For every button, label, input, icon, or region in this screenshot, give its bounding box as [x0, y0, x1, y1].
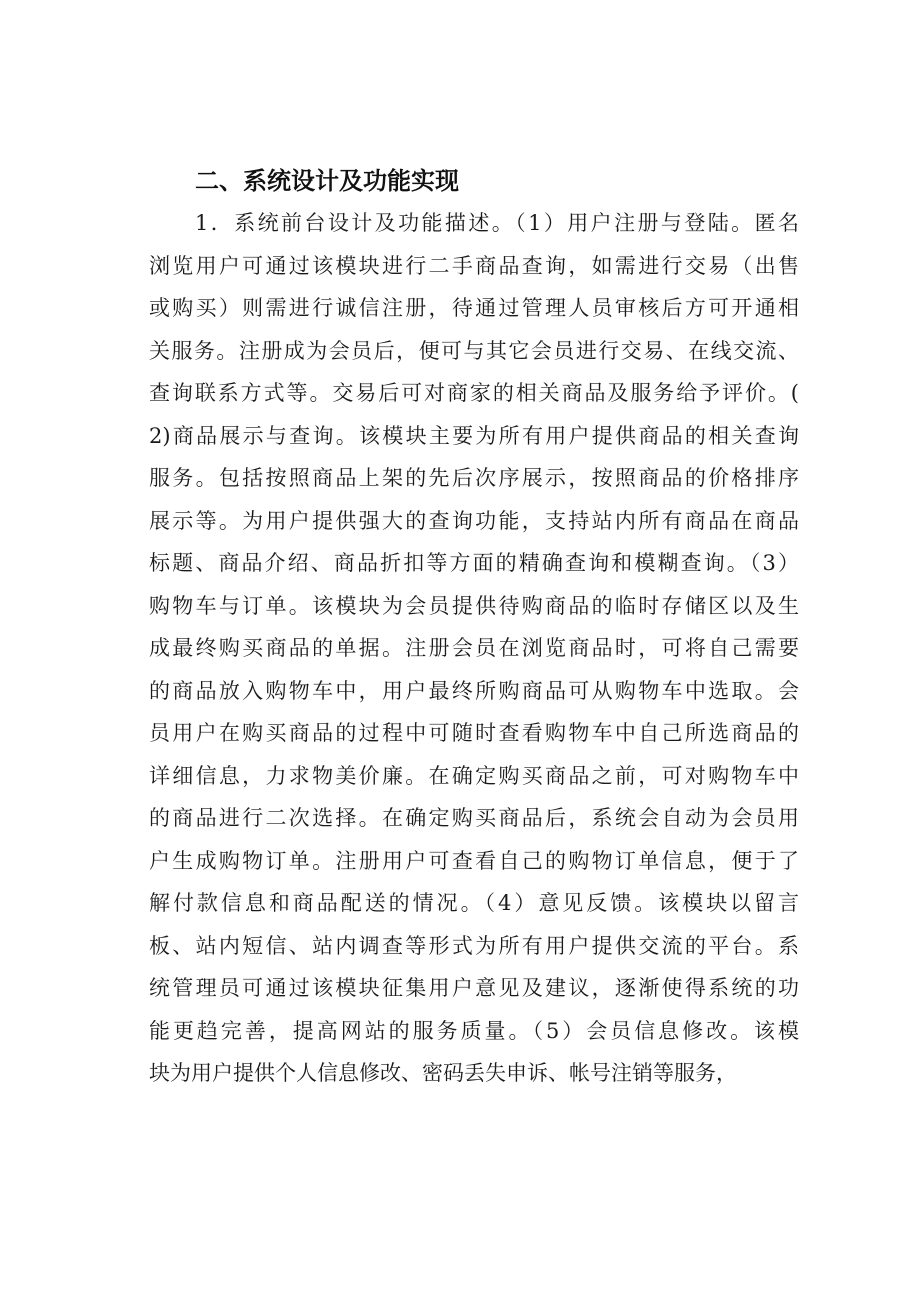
paragraph-line: 块为用户提供个人信息修改、密码丢失申诉、帐号注销等服务， [149, 1061, 737, 1085]
paragraph-line: 查询联系方式等。交易后可对商家的相关商品及服务给予评价。( [149, 381, 799, 405]
paragraph-line: 户生成购物订单。注册用户可查看自己的购物订单信息，便于了 [149, 848, 799, 873]
section-heading: 二、系统设计及功能实现 [195, 167, 459, 195]
paragraph-line: 详细信息，力求物美价廉。在确定购买商品之前，可对购物车中 [149, 763, 799, 788]
paragraph-line: 2)商品展示与查询。该模块主要为所有用户提供商品的相关查询 [149, 423, 799, 448]
paragraph-line: 服务。包括按照商品上架的先后次序展示，按照商品的价格排序 [149, 466, 799, 490]
paragraph-line: 购物车与订单。该模块为会员提供待购商品的临时存储区以及生 [149, 593, 799, 618]
paragraph-line: 或购买）则需进行诚信注册，待通过管理人员审核后方可开通相 [149, 296, 799, 320]
paragraph-line: 能更趋完善，提高网站的服务质量。（5）会员信息修改。该模 [149, 1018, 799, 1043]
paragraph-line: 员用户在购买商品的过程中可随时查看购物车中自己所选商品的 [149, 721, 799, 745]
paragraph-line: 成最终购买商品的单据。注册会员在浏览商品时，可将自己需要 [149, 636, 799, 660]
paragraph-line: 标题、商品介绍、商品折扣等方面的精确查询和模糊查询。（3） [149, 551, 799, 575]
paragraph-line: 的商品放入购物车中，用户最终所购商品可从购物车中选取。会 [149, 678, 799, 703]
paragraph-line: 解付款信息和商品配送的情况。（4）意见反馈。该模块以留言 [149, 891, 799, 915]
paragraph-line: 的商品进行二次选择。在确定购买商品后，系统会自动为会员用 [149, 806, 799, 830]
body-paragraph [149, 202, 799, 1095]
paragraph-line: 关服务。注册成为会员后，便可与其它会员进行交易、在线交流、 [149, 338, 799, 363]
paragraph-line: 统管理员可通过该模块征集用户意见及建议，逐渐使得系统的功 [149, 976, 799, 1000]
paragraph-line: 1．系统前台设计及功能描述。（1）用户注册与登陆。匿名 [195, 211, 799, 235]
paragraph-line: 浏览用户可通过该模块进行二手商品查询，如需进行交易（出售 [149, 253, 799, 278]
paragraph-line: 板、站内短信、站内调查等形式为所有用户提供交流的平台。系 [149, 933, 799, 958]
paragraph-line: 展示等。为用户提供强大的查询功能，支持站内所有商品在商品 [149, 508, 799, 533]
